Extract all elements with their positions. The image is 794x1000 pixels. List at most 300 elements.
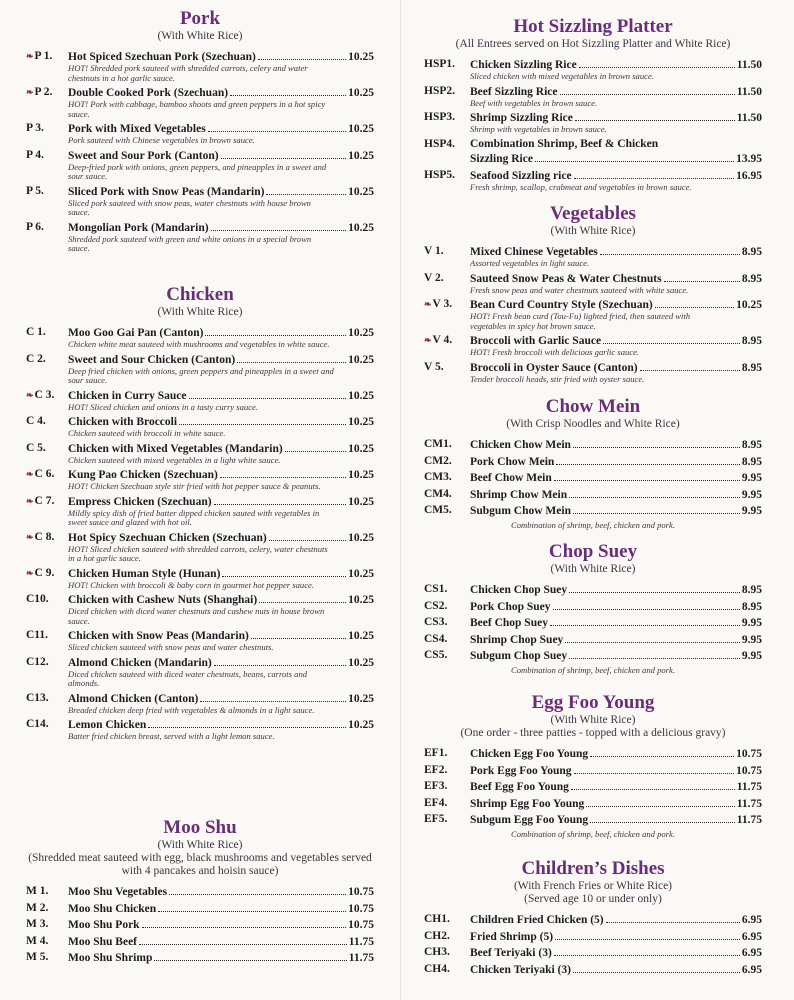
menu-item (424, 599, 762, 614)
item-code (26, 184, 44, 198)
item-name: Empress Chicken (Szechuan) (68, 495, 212, 508)
item-price: 10.25 (348, 442, 374, 455)
dot-leader (640, 360, 740, 371)
dot-leader (565, 632, 740, 643)
dot-leader (148, 717, 346, 728)
item-price: 8.95 (741, 455, 762, 468)
section-subtitle: (With White Rice) (550, 225, 636, 237)
item-code-text: C 5. (26, 441, 46, 454)
item-price: 10.25 (736, 299, 762, 311)
menu-item-list (424, 244, 762, 384)
item-description: HOT! Pork with cabbage, bamboo shoots and green peppers in a hot spicy sauce. (68, 99, 326, 119)
menu-item (424, 487, 762, 502)
item-description: Fresh snow peas and water chestnuts sauteed with white sauce. (470, 284, 689, 295)
item-code-text: CS3. (424, 616, 448, 628)
chili-pepper-icon: ❧ (424, 299, 432, 309)
menu-item-list (424, 746, 762, 827)
item-line (470, 168, 762, 183)
item-code-text: P 2. (34, 86, 53, 98)
item-price: 10.25 (348, 87, 374, 99)
item-code (26, 85, 52, 99)
item-name: Children Fried Chicken (5) (470, 914, 604, 926)
item-name: Moo Goo Gai Pan (Canton) (68, 327, 204, 339)
item-line (470, 454, 762, 469)
item-code (424, 360, 444, 374)
item-price: 9.95 (741, 505, 762, 517)
item-code (424, 333, 452, 347)
dot-leader (571, 779, 735, 790)
item-code (26, 352, 46, 366)
item-code-text: CM2. (424, 454, 452, 467)
section-title: Vegetables (550, 203, 636, 224)
item-line (68, 49, 374, 64)
item-code (424, 582, 447, 596)
item-code-text: M 3. (26, 918, 49, 930)
item-line (68, 388, 374, 403)
item-code (424, 599, 447, 613)
item-line (470, 110, 762, 125)
item-description: HOT! Chicken with broccoli & baby corn in gourmet hot pepper sauce. (68, 579, 314, 590)
item-code-text: CS2. (424, 599, 448, 612)
item-price: 9.95 (741, 633, 762, 646)
item-name: Bean Curd Country Style (Szechuan) (470, 299, 653, 311)
item-name: Combination Shrimp, Beef & Chicken (470, 137, 659, 150)
item-line (68, 884, 374, 899)
item-price: 10.25 (348, 469, 374, 481)
dot-leader (550, 615, 740, 626)
item-line (68, 352, 374, 367)
item-price: 9.95 (741, 472, 762, 484)
section-mooshu (26, 817, 374, 967)
section-subtitle: (With White Rice) (157, 839, 243, 851)
item-code-text: C14. (26, 718, 49, 730)
item-line (68, 917, 374, 932)
chili-pepper-icon: ❧ (424, 335, 432, 345)
item-code (26, 566, 54, 580)
menu-item (26, 352, 374, 386)
dot-leader (573, 503, 740, 514)
item-name: Beef Chow Mein (470, 472, 552, 484)
item-price: 8.95 (741, 439, 762, 451)
item-price: 10.25 (348, 389, 374, 402)
item-code-text: HSP4. (424, 137, 455, 150)
dot-leader (211, 220, 347, 231)
item-name: Beef Egg Foo Young (470, 781, 569, 793)
item-code (424, 929, 450, 943)
menu-item (26, 901, 374, 916)
item-description: Shrimp with vegetables in brown sauce. (470, 124, 607, 134)
dot-leader (251, 628, 346, 639)
dot-leader (266, 184, 346, 195)
menu-item (424, 271, 762, 296)
item-name: Almond Chicken (Canton) (68, 692, 199, 705)
item-description: HOT! Shredded pork sauteed with shredded carrots, celery and water chestnuts in a hot garlic sauce. (68, 63, 308, 83)
item-name: Chicken with Cashew Nuts (Shanghai) (68, 594, 258, 606)
item-code (26, 717, 49, 731)
item-code (26, 220, 44, 234)
item-price: 11.75 (348, 952, 374, 964)
menu-item (26, 717, 374, 742)
item-price: 10.25 (348, 51, 374, 63)
menu-item-list (424, 582, 762, 663)
menu-item (26, 530, 374, 564)
item-line (470, 945, 762, 960)
item-code-text: CS5. (424, 649, 448, 661)
item-line (68, 494, 374, 509)
item-description: HOT! Chicken Szechuan style stir fried with hot pepper sauce & peanuts. (68, 481, 321, 491)
item-price: 13.95 (736, 152, 762, 165)
section-chopsuey (424, 541, 762, 675)
menu-item (26, 691, 374, 716)
dot-leader (139, 934, 347, 945)
dot-leader (555, 929, 740, 940)
dot-leader (569, 582, 740, 593)
item-code-text: V 5. (424, 360, 444, 373)
item-code (424, 632, 447, 646)
chili-pepper-icon: ❧ (26, 531, 34, 542)
section-chowmein (424, 396, 762, 530)
item-price: 8.95 (741, 272, 762, 285)
item-name: Chicken Egg Foo Young (470, 748, 589, 760)
item-name: Chicken with Snow Peas (Mandarin) (68, 630, 249, 642)
item-code (424, 648, 447, 662)
item-description: Beef with vegetables in brown sauce. (470, 97, 598, 108)
section-subtitle: (All Entrees served on Hot Sizzling Platter and White Rice) (455, 38, 731, 50)
item-line (470, 487, 762, 502)
menu-item (424, 615, 762, 630)
menu-item (424, 796, 762, 811)
item-code (424, 962, 450, 976)
item-description: Diced chicken with diced water chestnuts and cashew nuts in house brown sauce. (68, 606, 325, 626)
item-code-text: HSP1. (424, 58, 455, 70)
item-description: Tender broccoli heads, stir fried with oyster sauce. (470, 373, 645, 384)
item-code-text: HSP3. (424, 111, 455, 123)
menu-item (424, 648, 762, 663)
item-code-text: C 8. (34, 530, 55, 543)
item-name: Shrimp Chop Suey (470, 633, 564, 646)
menu-item (26, 884, 374, 899)
item-line (470, 812, 762, 827)
item-code-text: CS1. (424, 583, 448, 595)
item-code (26, 414, 46, 428)
item-line (470, 57, 762, 72)
section-title: Chicken (166, 284, 234, 305)
item-code (424, 487, 452, 501)
dot-leader (221, 148, 347, 159)
dot-leader (579, 57, 735, 68)
section-title: Pork (179, 8, 221, 29)
item-description: Sliced chicken with mixed vegetables in brown sauce. (470, 71, 654, 81)
section-subtitle: (With White Rice) (550, 563, 636, 575)
item-code (424, 746, 447, 760)
item-name: Beef Teriyaki (3) (470, 947, 552, 959)
menu-item (26, 655, 374, 689)
item-code (424, 912, 450, 926)
menu-item (26, 121, 374, 146)
menu-item (424, 360, 762, 385)
section-title: Chop Suey (548, 541, 638, 562)
item-code-text: P 3. (26, 122, 44, 134)
item-description: Chicken sauteed with broccoli in white sauce. (68, 428, 226, 438)
dot-leader (569, 487, 740, 498)
dot-leader (574, 168, 735, 179)
item-code (26, 530, 54, 544)
chili-pepper-icon: ❧ (26, 389, 34, 400)
item-line (470, 763, 762, 778)
dot-leader (200, 691, 346, 702)
item-price: 11.50 (736, 59, 762, 71)
item-price: 10.25 (348, 149, 374, 162)
item-line (470, 599, 762, 614)
menu-item (424, 962, 762, 977)
menu-item (424, 333, 762, 358)
menu-item-list (424, 437, 762, 518)
item-code-text: HSP2. (424, 84, 455, 97)
item-price: 11.75 (736, 797, 762, 810)
menu-item (26, 49, 374, 83)
item-name: Subgum Chow Mein (470, 505, 571, 517)
item-name: Chicken Chow Mein (470, 439, 571, 451)
item-price: 6.95 (741, 947, 762, 959)
section-eggfooyoung (424, 692, 762, 839)
item-code (26, 467, 54, 481)
dot-leader (205, 325, 346, 336)
item-code-text: C 9. (34, 566, 55, 579)
item-price: 8.95 (741, 584, 762, 596)
section-subtitle: (With White Rice) (550, 714, 636, 726)
item-name: Sweet and Sour Pork (Canton) (68, 149, 219, 162)
item-name-line (470, 137, 762, 151)
dot-leader (553, 599, 740, 610)
dot-leader (269, 530, 346, 541)
item-code-text: M 2. (26, 901, 49, 914)
item-line (68, 530, 374, 545)
menu-item (424, 503, 762, 518)
item-line (470, 632, 762, 647)
item-name: Moo Shu Chicken (68, 902, 157, 915)
menu-item (424, 929, 762, 944)
item-price: 6.95 (741, 963, 762, 976)
item-line (470, 333, 762, 348)
item-name: Hot Spiced Szechuan Pork (Szechuan) (68, 51, 256, 63)
item-name: Chicken Teriyaki (3) (470, 963, 571, 976)
column-divider (400, 0, 401, 1000)
item-price: 10.25 (348, 719, 374, 731)
item-code (424, 779, 447, 793)
section-title: Egg Foo Young (531, 692, 655, 713)
item-code (26, 121, 44, 135)
item-price: 10.75 (348, 886, 374, 898)
item-code-text: V 3. (432, 298, 453, 310)
item-line (470, 582, 762, 597)
menu-item (424, 632, 762, 647)
dot-leader (179, 414, 346, 425)
dot-leader (586, 796, 734, 807)
item-code (26, 148, 44, 162)
item-name: Pork Chop Suey (470, 600, 551, 613)
item-description: HOT! Sliced chicken sauteed with shredded carrots, celery, water chestnuts in a hot garlic sauce. (68, 543, 328, 563)
item-code-text: P 6. (26, 220, 44, 233)
item-code (424, 110, 455, 124)
item-line (470, 151, 762, 166)
item-description: Diced chicken sauteed with diced water chestnuts, beans, carrots and almonds. (68, 668, 308, 688)
item-description: Pork sauteed with Chinese vegetables in brown sauce. (68, 135, 255, 145)
menu-item (424, 812, 762, 827)
item-code-text: EF4. (424, 796, 448, 809)
chili-pepper-icon: ❧ (26, 469, 34, 479)
dot-leader (169, 884, 346, 895)
item-code (26, 901, 48, 915)
item-line (68, 325, 374, 340)
item-price: 8.95 (741, 246, 762, 258)
item-name: Pork Chow Mein (470, 455, 555, 468)
item-price: 10.75 (348, 902, 374, 915)
menu-item-list (26, 884, 374, 965)
section-title: Chow Mein (545, 396, 641, 417)
item-price: 11.50 (736, 85, 762, 98)
item-code (26, 325, 46, 339)
dot-leader (222, 566, 346, 577)
menu-item (26, 441, 374, 466)
item-name: Broccoli in Oyster Sauce (Canton) (470, 361, 638, 374)
item-price: 11.50 (736, 112, 762, 124)
item-line (68, 220, 374, 235)
item-name: Fried Shrimp (5) (470, 930, 554, 943)
menu-item (424, 779, 762, 794)
section-chicken (26, 284, 374, 744)
item-name: Moo Shu Beef (68, 935, 137, 948)
item-name: Chicken Human Style (Hunan) (68, 567, 221, 580)
dot-leader (590, 746, 734, 757)
menu-item-list (26, 325, 374, 742)
item-line (68, 467, 374, 482)
section-title: Moo Shu (163, 817, 237, 838)
dot-leader (535, 151, 734, 162)
item-name: Shrimp Egg Foo Young (470, 797, 585, 810)
item-name: Seafood Sizzling rice (470, 169, 572, 182)
menu-item-list (424, 912, 762, 977)
item-line (470, 503, 762, 518)
item-code-text: C13. (26, 691, 49, 704)
section-subtitle-2: (Served age 10 or under only) (524, 893, 662, 905)
item-code-text: CM3. (424, 471, 452, 483)
item-line (68, 901, 374, 916)
item-line (68, 441, 374, 456)
item-line (68, 566, 374, 581)
section-note: Combination of shrimp, beef, chicken and pork. (511, 520, 675, 530)
item-name: Subgum Egg Foo Young (470, 814, 589, 826)
item-line (68, 184, 374, 199)
item-line (68, 85, 374, 100)
item-code (26, 441, 46, 455)
menu-item (26, 325, 374, 350)
item-line (470, 746, 762, 761)
item-code-text: EF2. (424, 763, 448, 776)
dot-leader (230, 85, 346, 96)
item-name: Moo Shu Vegetables (68, 886, 168, 898)
menu-item (26, 628, 374, 653)
item-description: Breaded chicken deep fried with vegetables & almonds in a light sauce. (68, 704, 315, 715)
section-subtitle: (With White Rice) (157, 306, 243, 318)
chili-pepper-icon: ❧ (26, 87, 34, 97)
item-line (68, 414, 374, 429)
item-code-text: C10. (26, 593, 49, 605)
item-name: Broccoli with Garlic Sauce (470, 335, 602, 347)
item-price: 6.95 (741, 930, 762, 943)
item-code (26, 655, 49, 669)
item-code (424, 470, 452, 484)
item-price: 10.25 (348, 594, 374, 606)
item-price: 9.95 (741, 617, 762, 629)
menu-item (26, 184, 374, 218)
item-line (68, 592, 374, 607)
item-code-text: M 1. (26, 885, 49, 897)
item-code-text: EF1. (424, 747, 448, 759)
item-code (26, 934, 48, 948)
item-line (470, 648, 762, 663)
item-price: 10.25 (348, 495, 374, 508)
menu-item-list (26, 49, 374, 254)
item-line (68, 691, 374, 706)
item-name: Pork Egg Foo Young (470, 764, 572, 777)
item-code-text: V 2. (424, 271, 444, 284)
item-line (470, 470, 762, 485)
item-code-text: V 1. (424, 245, 444, 257)
menu-item (424, 582, 762, 597)
item-line (470, 929, 762, 944)
item-description: Deep fried chicken with onions, green peppers and pineapples in a sweet and sour sauce. (68, 365, 334, 385)
item-price: 10.25 (348, 416, 374, 428)
section-note: Combination of shrimp, beef, chicken and pork. (511, 665, 675, 675)
item-code (26, 494, 54, 508)
item-name: Moo Shu Pork (68, 919, 140, 931)
item-description: Deep-fried pork with onions, green peppers, and pineapples in a sweet and sour sauce. (68, 161, 327, 181)
item-price: 11.75 (736, 814, 762, 826)
item-price: 10.25 (348, 567, 374, 580)
item-code (424, 137, 455, 151)
menu-item (424, 84, 762, 109)
item-price: 10.25 (348, 531, 374, 544)
section-subtitle-2: (Shredded meat sauteed with egg, black mushrooms and vegetables served with 4 pancakes and hoisin sauce) (28, 852, 372, 877)
item-code (424, 244, 444, 258)
dot-leader (220, 467, 346, 478)
menu-item (26, 592, 374, 626)
item-line (68, 950, 374, 965)
item-code (424, 615, 447, 629)
dot-leader (158, 901, 346, 912)
item-code (424, 945, 450, 959)
item-description: Batter fried chicken breast, served with a light lemon sauce. (68, 731, 275, 741)
item-code-text: M 5. (26, 951, 49, 963)
menu-item (26, 950, 374, 965)
item-price: 8.95 (741, 335, 762, 347)
item-name: Chicken Sizzling Rice (470, 59, 577, 71)
item-code (26, 628, 48, 642)
item-price: 10.25 (348, 327, 374, 339)
item-price: 10.75 (736, 748, 762, 760)
item-code-text: V 4. (432, 334, 453, 346)
item-name: Chicken with Mixed Vegetables (Mandarin) (68, 442, 283, 455)
item-code (26, 49, 52, 63)
item-code-text: M 4. (26, 934, 49, 947)
item-line (470, 962, 762, 977)
dot-leader (573, 962, 740, 973)
dot-leader (214, 494, 347, 505)
item-name: Lemon Chicken (68, 719, 147, 731)
item-name: Beef Chop Suey (470, 617, 548, 629)
item-price: 10.25 (348, 630, 374, 642)
item-code (424, 437, 452, 451)
